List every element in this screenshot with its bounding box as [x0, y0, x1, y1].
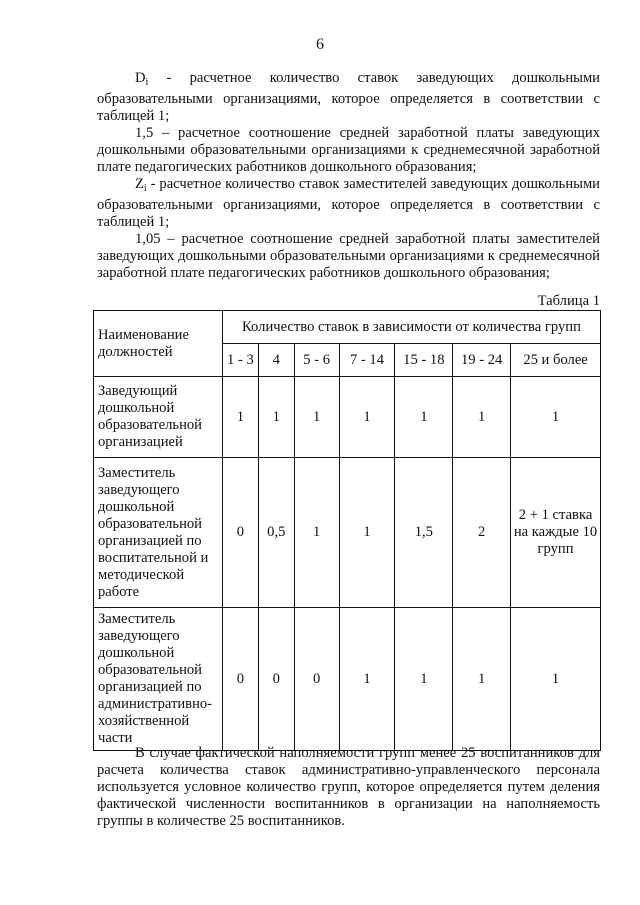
- rate-value: 1: [453, 377, 511, 458]
- d-symbol: D: [135, 70, 146, 86]
- rate-value: 0: [258, 608, 294, 751]
- rate-value: 1: [453, 608, 511, 751]
- group-range: 5 - 6: [294, 344, 339, 377]
- position-name: Заместитель заведующего дошкольной образовательной организацией по воспитательной и методической работе: [94, 458, 223, 608]
- header-position-name: Наименование должностей: [94, 311, 223, 377]
- z-text: - расчетное количество ставок заместителей заведующих дошкольными образовательными организациями, которое определяется в соответствии с таблицей 1;: [97, 176, 600, 230]
- d-subscript: i: [145, 77, 149, 88]
- position-name: Заведующий дошкольной образовательной организацией: [94, 377, 223, 458]
- rate-value: 0: [294, 608, 339, 751]
- rate-value: 1: [339, 377, 395, 458]
- definition-z: [97, 176, 600, 231]
- table-row: [94, 377, 601, 458]
- rate-value: 1: [511, 377, 601, 458]
- group-range: 7 - 14: [339, 344, 395, 377]
- z-symbol: Z: [135, 176, 144, 192]
- rate-value: 1: [339, 458, 395, 608]
- group-range: 19 - 24: [453, 344, 511, 377]
- group-range: 25 и более: [511, 344, 601, 377]
- rate-value: 1: [511, 608, 601, 751]
- closing-paragraph: [97, 745, 600, 830]
- definitions-block: [97, 70, 600, 282]
- rate-value: 1: [258, 377, 294, 458]
- definition-coefficient-2: 1,05 – расчетное соотношение средней заработной платы заместителей заведующих дошкольными образовательными организациями к среднемесячной заработной плате педагогических работников дошкольного образования;: [97, 231, 600, 281]
- rate-value: 1: [339, 608, 395, 751]
- rate-value: 1: [395, 377, 453, 458]
- group-range: 4: [258, 344, 294, 377]
- definition-d: [97, 70, 600, 125]
- closing-text: В случае фактической наполняемости групп менее 25 воспитанников для расчета количества ставок административно-управленческого персонала используется условное количество групп, которое определяется путем деления фактической численности воспитанников в организации на наполняемость группы в количестве 25 воспитанников.: [97, 745, 600, 829]
- rate-value: 1: [395, 608, 453, 751]
- table-caption: Таблица 1: [537, 293, 600, 309]
- d-text: - расчетное количество ставок заведующих дошкольными образовательными организациями, которое определяется в соответствии с таблицей 1;: [97, 70, 600, 124]
- table-row: [94, 458, 601, 608]
- rate-value: 1: [222, 377, 258, 458]
- rate-value: 2 + 1 ставка на каждые 10 групп: [511, 458, 601, 608]
- rate-value: 0,5: [258, 458, 294, 608]
- rate-value: 0: [222, 458, 258, 608]
- rate-value: 1: [294, 377, 339, 458]
- rate-value: 1: [294, 458, 339, 608]
- rate-value: 1,5: [395, 458, 453, 608]
- page-number: 6: [316, 36, 324, 53]
- table-row: [94, 608, 601, 751]
- header-group-count: Количество ставок в зависимости от количества групп: [222, 311, 600, 344]
- group-range: 15 - 18: [395, 344, 453, 377]
- z-subscript: i: [143, 183, 147, 194]
- position-name: Заместитель заведующего дошкольной образовательной организацией по административно-хозяйственной части: [94, 608, 223, 751]
- rate-value: 0: [222, 608, 258, 751]
- rate-value: 2: [453, 458, 511, 608]
- definition-coefficient-1: 1,5 – расчетное соотношение средней заработной платы заведующих дошкольными образовательными организациями к среднемесячной заработной плате педагогических работников дошкольного образования;: [97, 125, 600, 175]
- group-range: 1 - 3: [222, 344, 258, 377]
- staffing-table: [93, 310, 601, 751]
